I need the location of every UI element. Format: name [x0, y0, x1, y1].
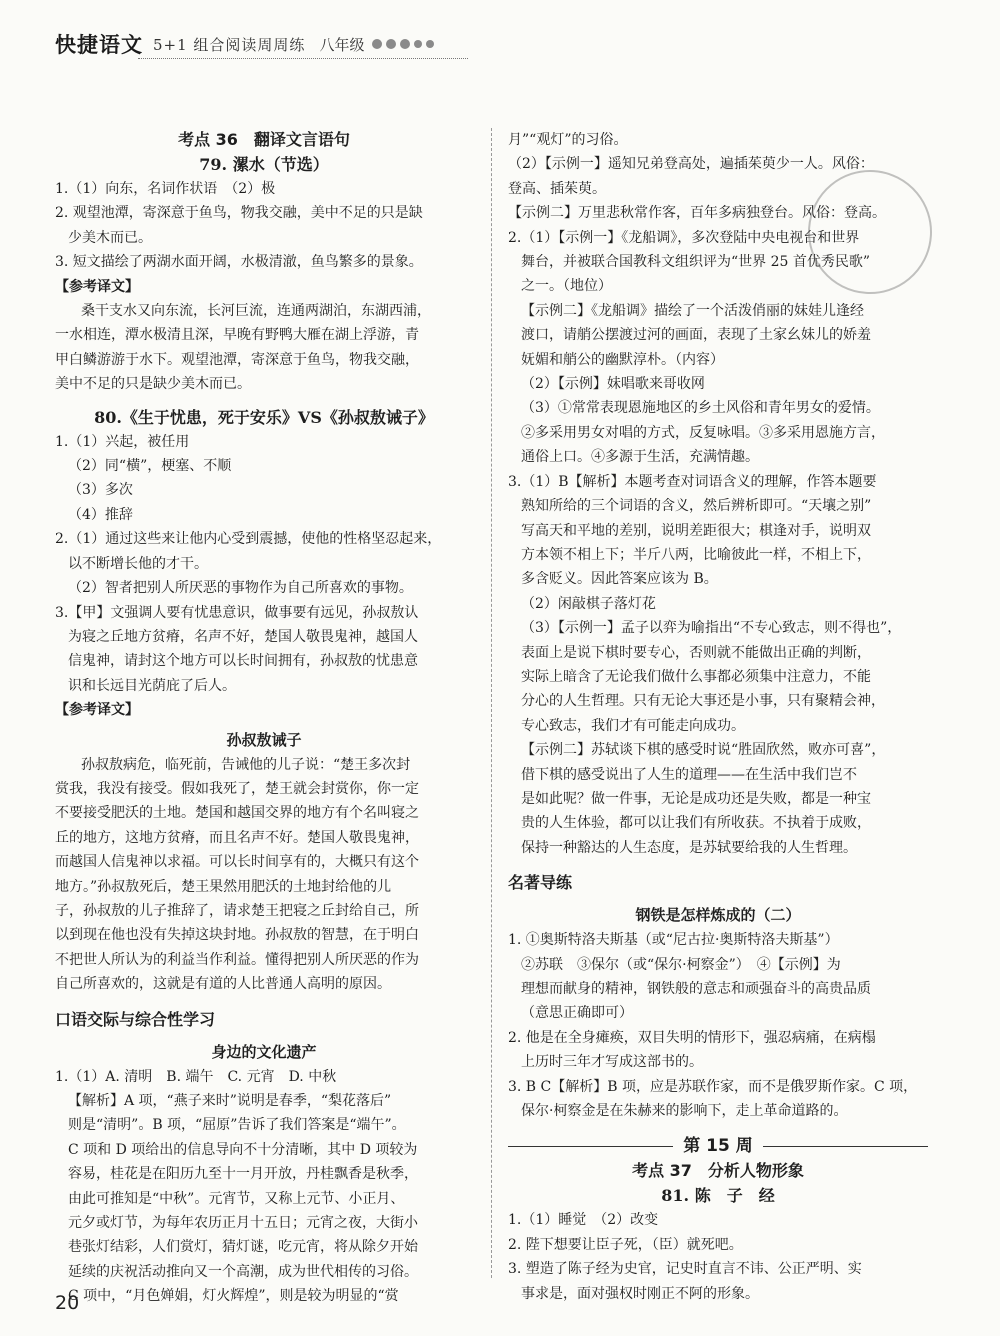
- text-line: 之一。（地位）: [521, 278, 612, 295]
- text-line: 3.【甲】文强调人要有忧患意识，做事要有远见，孙叔敖认: [55, 604, 419, 621]
- text-line: 则是“清明”。B 项，“屈原”告诉了我们答案是“端午”。: [68, 1117, 406, 1134]
- text-line: 信鬼神，请封这个地方可以长时间拥有，孙叔敖的忧患意: [68, 653, 418, 670]
- text-line: 以到现在他也没有失掉这块封地。孙叔敖的智慧，在于明白: [55, 927, 419, 944]
- text-line: 赏我，我没有接受。假如我死了，楚王就会封赏你，你一定: [55, 780, 419, 797]
- text-line: 妩媚和艄公的幽默淳朴。（内容）: [521, 351, 724, 368]
- week-label: 第 15 周: [683, 1136, 753, 1157]
- text-line: （2）同“横”，梗塞、不顺: [68, 458, 232, 475]
- text-line: 保尔·柯察金是在朱赫来的影响下，走上革命道路的。: [521, 1103, 848, 1120]
- text-line: C 项中，“月色婵娟，灯火辉煌”，则是较为明显的“赏: [68, 1288, 399, 1305]
- text-line: 以不断增长他的才干。: [68, 555, 208, 572]
- article-title: 80.《生于忧患，死于安乐》VS《孙叔敖诫子》: [94, 407, 434, 427]
- text-line: 美中不足的只是缺少美木而已。: [55, 376, 251, 393]
- header-rule: [138, 58, 468, 59]
- text-line: ②多采用男女对唱的方式，反复咏唱。③多采用恩施方言，: [521, 424, 885, 441]
- text-line: （2）【示例一】遥知兄弟登高处，遍插茱萸少一人。风俗：: [508, 156, 874, 173]
- text-line: 1.（1）A. 清明 B. 端午 C. 元宵 D. 中秋: [55, 1068, 337, 1085]
- text-line: 2.（1）通过这些来让他内心受到震撼，使他的性格坚忍起来，: [55, 531, 442, 548]
- text-line: 孙叔敖病危，临死前，告诫他的儿子说：“楚王多次封: [81, 756, 411, 773]
- text-line: 事求是，面对强权时刚正不阿的形象。: [521, 1285, 759, 1302]
- text-line: 【示例二】苏轼谈下棋的感受时说“胜固欣然，败亦可喜”，: [521, 742, 886, 759]
- text-line: （2）【示例】妹唱歌来哥收网: [521, 376, 705, 393]
- text-line: 通俗上口。④多源于生活，充满情趣。: [521, 449, 759, 466]
- text-line: 月”“观灯”的习俗。: [508, 132, 628, 148]
- article-title: 身边的文化遗产: [211, 1042, 317, 1061]
- text-line: 【示例二】万里悲秋常作客，百年多病独登台。风俗：登高。: [508, 205, 886, 222]
- decor-dots-icon: [372, 39, 434, 49]
- text-line: 方本领不相上下；半斤八两，比喻彼此一样，不相上下，: [521, 546, 871, 563]
- text-line: 1. ①奥斯特洛夫斯基（或“尼古拉·奥斯特洛夫斯基”）: [508, 932, 839, 949]
- text-line: 元夕或灯节，为每年农历正月十五日；元宵之夜，大街小: [68, 1215, 418, 1232]
- column-divider: [491, 128, 492, 1278]
- text-line: 保持一种豁达的人生态度，是苏轼要给我的人生哲理。: [521, 839, 857, 856]
- text-line: 【参考译文】: [55, 702, 139, 719]
- text-line: 丘的地方，这地方贫瘠，而且名声不好。楚国人敬畏鬼神，: [55, 829, 419, 846]
- article-title: 孙叔敖诫子: [226, 730, 302, 749]
- text-line: 不要接受肥沃的土地。楚国和越国交界的地方有个名叫寝之: [55, 805, 419, 822]
- series-title: 5+1 组合阅读周周练: [153, 35, 306, 54]
- text-line: 2. 观望池潭，寄深意于鱼鸟，物我交融，美中不足的只是缺: [55, 205, 423, 222]
- article-title: 79. 漯水（节选）: [199, 155, 329, 174]
- grade-label: 八年级: [319, 35, 365, 54]
- text-line: 3. 短文描绘了两湖水面开阔，水极清澈，鱼鸟繁多的景象。: [55, 254, 423, 271]
- article-title: 钢铁是怎样炼成的（二）: [635, 906, 801, 925]
- week-heading: [508, 1133, 928, 1159]
- left-column: [55, 128, 473, 1309]
- article-title: 81. 陈 子 经: [661, 1186, 775, 1206]
- text-line: 是如此呢？做一件事，无论是成功还是失败，都是一种宝: [521, 790, 871, 807]
- text-line: 容易，桂花是在阳历九至十一月开放，丹桂飘香是秋季，: [68, 1166, 418, 1183]
- text-line: 1.（1）睡觉 （2）改变: [508, 1212, 659, 1229]
- text-line: 多含贬义。因此答案应该为 B。: [521, 571, 718, 588]
- brand-title: 快捷语文: [55, 33, 143, 57]
- category-heading: 口语交际与综合性学习: [55, 1009, 216, 1029]
- section-heading: 考点 37 分析人物形象: [632, 1161, 804, 1181]
- text-line: 专心致志，我们才有可能走向成功。: [521, 717, 745, 734]
- text-line: （3）多次: [68, 482, 133, 499]
- text-line: 实际上暗含了无论我们做什么事都必须集中注意力，不能: [521, 668, 871, 685]
- text-line: 熟知所给的三个词语的含义，然后辨析即可。“天壤之别”: [521, 498, 872, 515]
- text-line: 3. B C【解析】B 项，应是苏联作家，而不是俄罗斯作家。C 项，: [508, 1078, 918, 1095]
- right-column: [508, 128, 928, 1306]
- text-line: （3）①常常表现恩施地区的乡土风俗和青年男女的爱情。: [521, 400, 880, 417]
- text-line: 2. 他是在全身瘫痪，双目失明的情形下，强忍病痛，在病榻: [508, 1029, 876, 1046]
- text-line: 表面上是说下棋时要专心，否则就不能做出正确的判断，: [521, 644, 871, 661]
- text-line: 1.（1）向东，名词作状语 （2）极: [55, 181, 276, 197]
- section-heading: 考点 36 翻译文言语句: [178, 130, 350, 149]
- text-line: 【参考译文】: [55, 278, 139, 295]
- text-line: （4）推辞: [68, 506, 133, 523]
- text-line: 而越国人信鬼神以求福。可以长时间享有的，大概只有这个: [55, 854, 419, 871]
- text-line: 为寝之丘地方贫瘠，名声不好，楚国人敬畏鬼神，越国人: [68, 628, 418, 645]
- text-line: 渡口，请艄公摆渡过河的画面，表现了土家幺妹儿的娇羞: [521, 327, 871, 344]
- text-line: 理想而献身的精神，钢铁般的意志和顽强奋斗的高贵品质: [521, 981, 871, 997]
- text-line: C 项和 D 项给出的信息导向不十分清晰，其中 D 项较为: [68, 1141, 418, 1158]
- text-line: ②苏联 ③保尔（或“保尔·柯察金”） ④【示例】为: [521, 956, 841, 973]
- text-line: （意思正确即可）: [521, 1005, 633, 1022]
- text-line: 贵的人生体验，都可以让我们有所收获。不执着于成败，: [521, 815, 871, 832]
- page-number: 20: [55, 1292, 80, 1314]
- text-line: 一水相连，潭水极清且深，早晚有野鸭大雁在湖上浮游，青: [55, 327, 419, 344]
- text-line: 识和长远目光荫庇了后人。: [68, 677, 236, 694]
- text-line: 借下棋的感受说出了人生的道理——在生活中我们岂不: [521, 766, 857, 783]
- text-line: 延续的庆祝活动推向又一个高潮，成为世代相传的习俗。: [68, 1263, 418, 1280]
- text-line: 登高、插茱萸。: [508, 180, 606, 197]
- text-line: 自己所喜欢的，这就是有道的人比普通人高明的原因。: [55, 976, 391, 993]
- text-line: 3.（1）B【解析】本题考查对词语含义的理解，作答本题要: [508, 473, 877, 490]
- text-line: 地方。”孙叔敖死后，楚王果然用肥沃的土地封给他的儿: [55, 878, 392, 895]
- text-line: 上历时三年才写成这部书的。: [521, 1054, 703, 1071]
- text-line: 少美木而已。: [68, 229, 152, 246]
- text-line: 舞台，并被联合国教科文组织评为“世界 25 首优秀民歌”: [521, 254, 871, 271]
- text-line: 2.（1）【示例一】《龙船调》，多次登陆中央电视台和世界: [508, 229, 860, 246]
- text-line: 写高天和平地的差别，说明差距很大；棋逢对手，说明双: [521, 522, 871, 539]
- text-line: 子，孙叔敖的儿子推辞了，请求楚王把寝之丘封给自己，所: [55, 902, 419, 919]
- spacer: [55, 397, 473, 405]
- text-line: 3. 塑造了陈子经为史官，记史时直言不讳、公正严明、实: [508, 1261, 862, 1278]
- text-line: 不把世人所认为的利益当作利益。懂得把别人所厌恶的作为: [55, 951, 419, 968]
- page-header: [55, 28, 475, 60]
- text-line: （3）【示例一】孟子以弈为喻指出“不专心致志，则不得也”，: [521, 620, 902, 637]
- text-line: 1.（1）兴起，被任用: [55, 433, 190, 450]
- text-line: 桑干支水又向东流，长河巨流，连通两湖泊，东湖西浦，: [81, 303, 431, 320]
- text-line: 甲白鳞游游于水下。观望池潭，寄深意于鱼鸟，物我交融，: [55, 351, 419, 368]
- text-line: 分心的人生哲理。只有无论大事还是小事，只有聚精会神，: [521, 693, 885, 710]
- text-line: 由此可推知是“中秋”。元宵节，又称上元节、小正月、: [68, 1190, 405, 1207]
- text-line: （2）闲敲棋子落灯花: [521, 595, 656, 612]
- text-line: 2. 陛下想要让臣子死，（臣）就死吧。: [508, 1236, 743, 1253]
- text-line: 【示例二】《龙船调》描绘了一个活泼俏丽的妹娃儿逢经: [521, 302, 864, 319]
- text-line: 巷张灯结彩，人们赏灯，猜灯谜，吃元宵，将从除夕开始: [68, 1239, 418, 1256]
- text-line: （2）智者把别人所厌恶的事物作为自己所喜欢的事物。: [68, 580, 413, 597]
- category-heading: 名著导练: [508, 873, 573, 893]
- text-line: 【解析】A 项，“燕子来时”说明是春季，“梨花落后”: [68, 1093, 392, 1109]
